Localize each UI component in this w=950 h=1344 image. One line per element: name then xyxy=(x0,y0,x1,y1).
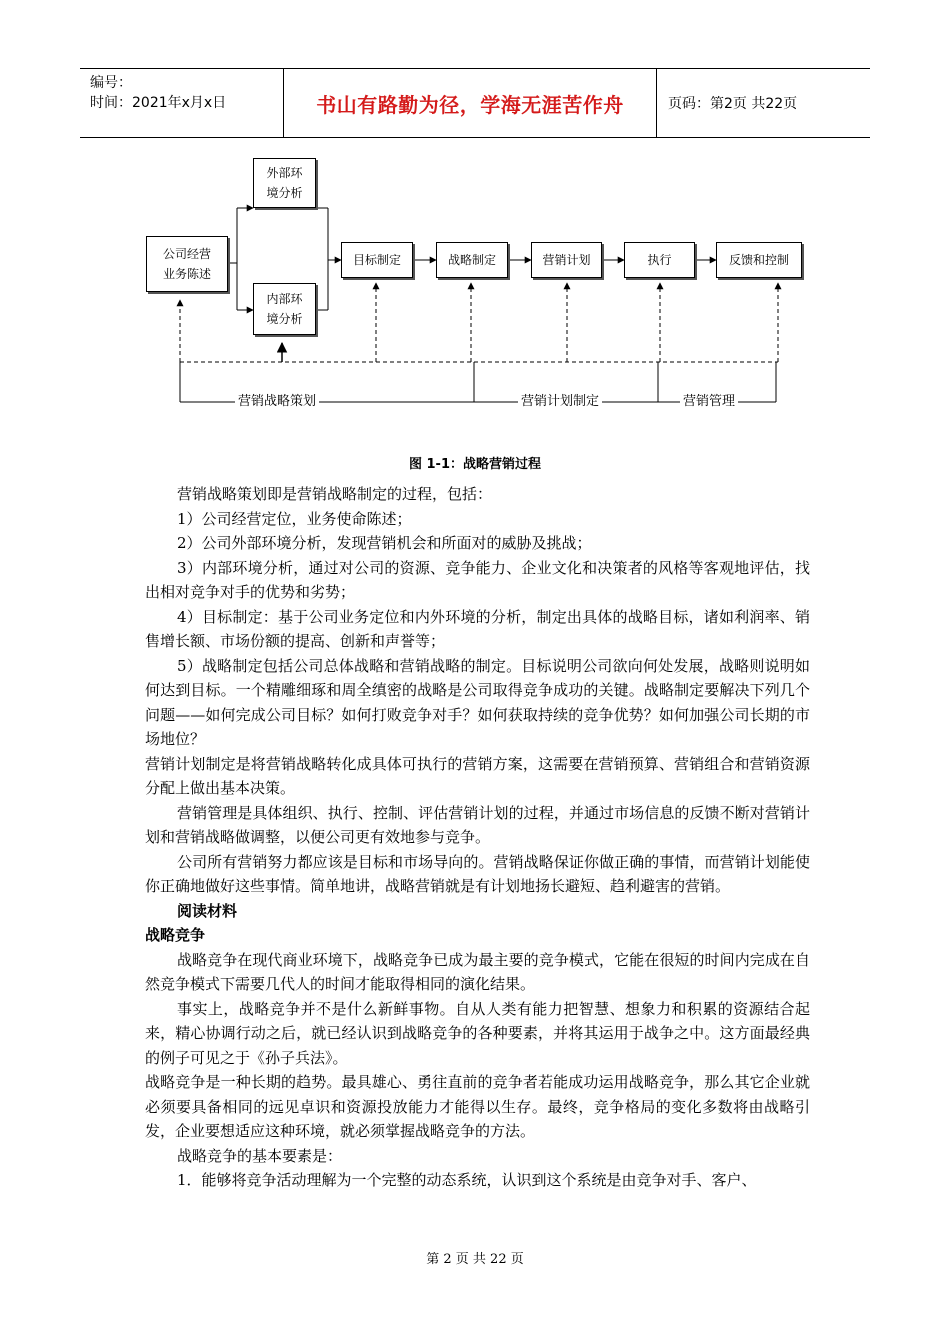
reading-material-heading: 阅读材料 xyxy=(177,901,238,920)
label-strategy-planning: 营销战略策划 xyxy=(235,394,319,410)
box-external-label: 外部环 境分析 xyxy=(266,166,303,200)
diagram-connectors xyxy=(140,150,820,420)
box-internal-analysis xyxy=(253,283,316,335)
paragraph: 战略竞争的基本要素是： xyxy=(177,1146,343,1165)
label-plan-making: 营销计划制定 xyxy=(518,394,602,410)
body-text xyxy=(145,482,810,1193)
box-plan xyxy=(531,242,602,278)
figure-caption: 图 1-1：战略营销过程 xyxy=(408,457,541,472)
section-heading: 战略竞争 xyxy=(145,926,206,944)
box-strategy-label: 战略制定 xyxy=(447,253,496,267)
box-strategy xyxy=(436,242,508,278)
strategy-marketing-diagram xyxy=(140,150,820,420)
header-motto-cell xyxy=(284,69,657,137)
page-info-text: 页码：第2页 共22页 xyxy=(668,96,798,112)
date-label: 时间：2021年x月x日 xyxy=(90,95,227,111)
box-company-statement xyxy=(146,236,228,292)
paragraph: 公司所有营销努力都应该是目标和市场导向的。营销战略保证你做正确的事情，而营销计划能使你正确地做好这些事情。简单地讲，战略营销就是有计划地扬长避短、趋利避害的营销。 xyxy=(145,852,810,895)
paragraph: 事实上，战略竞争并不是什么新鲜事物。自从人类有能力把智慧、想象力和积累的资源结合起来，精心协调行动之后，就已经认识到战略竞争的各种要素，并将其运用于战争之中。这方面最经典的例子可见之于《孙子兵法》。 xyxy=(145,999,810,1067)
number-label: 编号： xyxy=(90,75,132,91)
box-plan-label: 营销计划 xyxy=(542,253,591,267)
box-feedback xyxy=(716,242,802,278)
paragraph: 战略竞争是一种长期的趋势。最具雄心、勇往直前的竞争者若能成功运用战略竞争，那么其它企业就必须要具备相同的远见卓识和资源投放能力才能得以生存。最终，竞争格局的变化多数将由战略引发，企业要想适应这种环境，就必须掌握战略竞争的方法。 xyxy=(145,1073,810,1140)
paragraph: 战略竞争在现代商业环境下，战略竞争已成为最主要的竞争模式，它能在很短的时间内完成在自然竞争模式下需要几代人的时间才能取得相同的演化结果。 xyxy=(145,950,810,993)
box-internal-label: 内部环 境分析 xyxy=(266,292,303,326)
header-page-info xyxy=(656,69,870,137)
paragraph: 2）公司外部环境分析，发现营销机会和所面对的威胁及挑战； xyxy=(177,534,592,552)
label-management: 营销管理 xyxy=(680,394,738,410)
paragraph: 3）内部环境分析，通过对公司的资源、竞争能力、企业文化和决策者的风格等客观地评估，找出相对竞争对手的优势和劣势； xyxy=(145,558,810,601)
page-footer: 第 2 页 共 22 页 xyxy=(426,1252,524,1267)
header-meta xyxy=(80,69,284,137)
paragraph: 4）目标制定：基于公司业务定位和内外环境的分析，制定出具体的战略目标，诸如利润率、销售增长额、市场份额的提高、创新和声誉等； xyxy=(145,607,810,650)
paragraph: 1．能够将竞争活动理解为一个完整的动态系统，认识到这个系统是由竞争对手、客户、 xyxy=(177,1171,757,1189)
paragraph: 营销管理是具体组织、执行、控制、评估营销计划的过程，并通过市场信息的反馈不断对营销计划和营销战略做调整，以便公司更有效地参与竞争。 xyxy=(145,803,810,846)
page-header xyxy=(80,68,870,138)
box-goal-label: 目标制定 xyxy=(352,253,401,267)
paragraph: 1）公司经营定位，业务使命陈述； xyxy=(177,509,412,528)
box-feedback-label: 反馈和控制 xyxy=(728,253,789,267)
box-company-label: 公司经营 业务陈述 xyxy=(162,247,211,281)
box-execute xyxy=(624,242,695,278)
motto-text: 书山有路勤为径，学海无涯苦作舟 xyxy=(316,92,624,117)
paragraph: 营销计划制定是将营销战略转化成具体可执行的营销方案，这需要在营销预算、营销组合和营销资源分配上做出基本决策。 xyxy=(145,754,810,797)
paragraph: 5）战略制定包括公司总体战略和营销战略的制定。目标说明公司欲向何处发展，战略则说明如何达到目标。一个精雕细琢和周全缜密的战略是公司取得竞争成功的关键。战略制定要解决下列几个问题——如何完成公司目标？如何打败竞争对手？如何获取持续的竞争优势？如何加强公司长期的市场地位？ xyxy=(145,656,810,748)
paragraph: 营销战略策划即是营销战略制定的过程，包括： xyxy=(177,485,493,503)
box-external-analysis xyxy=(253,158,316,208)
box-execute-label: 执行 xyxy=(647,253,672,267)
box-goal xyxy=(341,242,413,278)
